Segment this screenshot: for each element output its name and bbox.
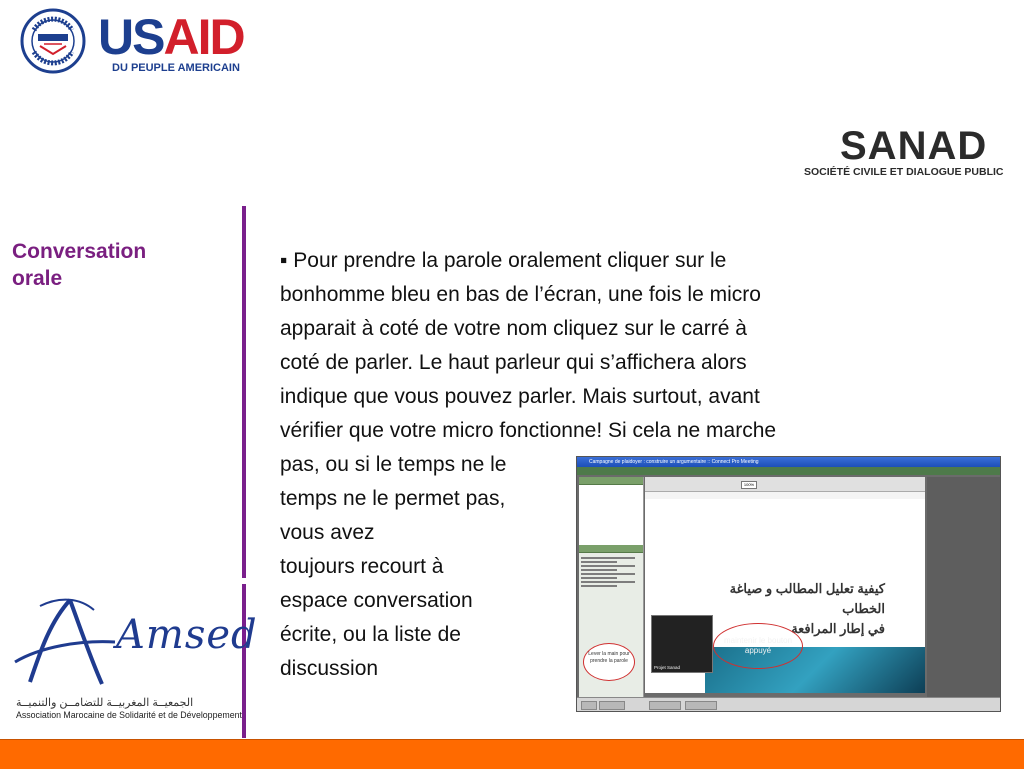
chat-pod-header: [579, 545, 643, 553]
section-title-line2: orale: [12, 267, 63, 290]
section-title-line1: Conversation: [12, 240, 147, 263]
section-title: [12, 238, 232, 292]
body-line: indique que vous pouvez parler. Mais surtout, avant: [280, 385, 760, 408]
body-line: toujours recourt à: [280, 555, 444, 578]
screenshot-right-area: [927, 477, 1000, 701]
video-pod: [651, 615, 713, 673]
slide-arabic-title: كيفية تعليل المطالب و صياغة الخطاب في إطار المرافعة: [729, 581, 885, 636]
hint-bubble: maintenir le bouton appuyé: [713, 623, 803, 669]
body-line: discussion: [280, 657, 379, 680]
amsed-arabic-name: الجمعيــة المغربيــة للتضامــن والتنميــة: [16, 697, 194, 709]
usaid-wordmark: USAID: [98, 9, 244, 65]
share-pod-toolbar: [645, 477, 925, 492]
body-line: pas, ou si le temps ne le: [280, 453, 507, 476]
body-line: apparait à coté de votre nom cliquez sur le carré à: [280, 317, 747, 340]
video-label: Projet Sanad: [654, 665, 681, 670]
screenshot-left-panel: [579, 477, 644, 701]
vertical-divider: [242, 206, 246, 738]
microphone-button: [581, 701, 597, 710]
body-line: temps ne le permet pas,: [280, 487, 506, 510]
body-line: ▪ Pour prendre la parole oralement cliquer sur le: [280, 249, 727, 272]
attendees-pod-header: [579, 477, 643, 485]
collaboration-button: [685, 701, 717, 710]
screenshot-menubar: [577, 467, 1000, 475]
zoom-box: 100%: [741, 481, 757, 489]
screenshot-bottom-toolbar: [577, 697, 1000, 712]
usaid-seal-icon: [20, 8, 86, 74]
body-line: vous avez: [280, 521, 375, 544]
share-button: [649, 701, 681, 710]
amsed-logo: [10, 592, 258, 722]
body-line: espace conversation: [280, 589, 473, 612]
connect-pro-screenshot: [576, 456, 1001, 712]
sanad-tagline: SOCIÉTÉ CIVILE ET DIALOGUE PUBLIC: [804, 166, 1004, 178]
body-line: bonhomme bleu en bas de l’écran, une fois le micro: [280, 283, 761, 306]
footer-bar: [0, 739, 1024, 769]
body-line: vérifier que votre micro fonctionne! Si cela ne marche: [280, 419, 777, 442]
status-button: [599, 701, 625, 710]
usaid-logo: [20, 8, 260, 78]
sanad-logo: [800, 124, 1005, 184]
amsed-swirl-icon: [10, 592, 120, 692]
body-line: coté de parler. Le haut parleur qui s’affichera alors: [280, 351, 747, 374]
raise-hand-note: Lever la main pour prendre la parole: [583, 643, 635, 681]
amsed-french-name: Association Marocaine de Solidarité et de Développement: [16, 710, 242, 720]
divider-gap: [242, 578, 246, 584]
sanad-wordmark: SANAD: [840, 124, 988, 168]
chat-lines: [579, 553, 643, 591]
attendees-list: [579, 485, 643, 545]
amsed-wordmark: Amsed: [116, 612, 258, 658]
screenshot-titlebar: Campagne de plaidoyer : construire un argumentaire :: Connect Pro Meeting: [577, 457, 1000, 467]
usaid-tagline: DU PEUPLE AMERICAIN: [112, 62, 240, 74]
body-line: écrite, ou la liste de: [280, 623, 461, 646]
